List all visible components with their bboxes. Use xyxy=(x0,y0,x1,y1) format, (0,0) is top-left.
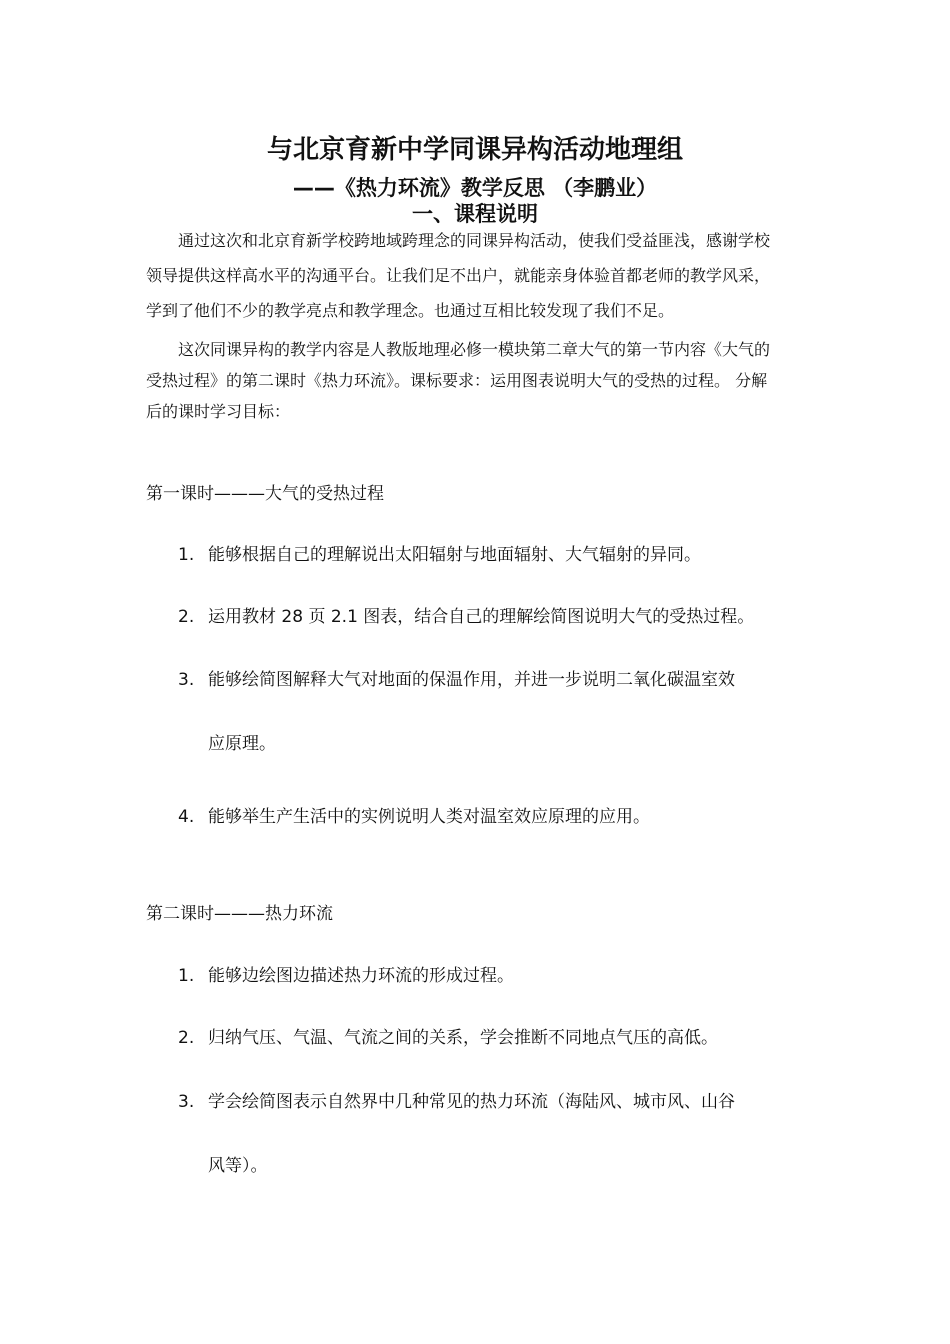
paragraph-line: 受热过程》的第二课时《热力环流》。课标要求：运用图表说明大气的受热的过程。 分解 xyxy=(146,371,768,390)
list-item-text: 能够边绘图边描述热力环流的形成过程。 xyxy=(208,966,514,986)
lesson2-heading: 第二课时———热力环流 xyxy=(146,904,333,924)
list-item-text: 能够举生产生活中的实例说明人类对温室效应原理的应用。 xyxy=(208,807,650,827)
paragraph-line: 这次同课异构的教学内容是人教版地理必修一模块第二章大气的第一节内容《大气的 xyxy=(178,340,771,359)
list-item-text: 能够根据自己的理解说出太阳辐射与地面辐射、大气辐射的异同。 xyxy=(208,545,701,565)
paragraph-line: 通过这次和北京育新学校跨地域跨理念的同课异构活动，使我们受益匪浅，感谢学校 xyxy=(178,231,771,250)
list-item-text-continued: 应原理。 xyxy=(208,734,276,754)
list-number: 2. xyxy=(178,607,195,627)
paragraph-line: 后的课时学习目标： xyxy=(146,402,291,421)
list-number: 4. xyxy=(178,807,195,827)
lesson1-heading: 第一课时———大气的受热过程 xyxy=(146,484,384,504)
section-heading: 一、课程说明 xyxy=(412,202,538,226)
list-item-text: 归纳气压、气温、气流之间的关系，学会推断不同地点气压的高低。 xyxy=(208,1028,718,1048)
paragraph-line: 学到了他们不少的教学亮点和教学理念。也通过互相比较发现了我们不足。 xyxy=(146,301,675,320)
list-number: 1. xyxy=(178,966,195,986)
paragraph-line: 领导提供这样高水平的沟通平台。让我们足不出户，就能亲身体验首都老师的教学风采， xyxy=(146,266,771,285)
list-number: 2. xyxy=(178,1028,195,1048)
list-item-text: 学会绘简图表示自然界中几种常见的热力环流（海陆风、城市风、山谷 xyxy=(208,1092,735,1112)
list-item-text: 能够绘简图解释大气对地面的保温作用，并进一步说明二氧化碳温室效 xyxy=(208,670,735,690)
document-title: 与北京育新中学同课异构活动地理组 xyxy=(266,135,683,165)
list-number: 3. xyxy=(178,1092,195,1112)
list-item-text: 运用教材 28 页 2.1 图表，结合自己的理解绘简图说明大气的受热过程。 xyxy=(208,607,755,627)
list-item-text-continued: 风等）。 xyxy=(208,1156,268,1176)
content-paragraph xyxy=(146,334,810,427)
document-subtitle: ——《热力环流》教学反思 （李鹏业） xyxy=(292,176,658,200)
list-number: 1. xyxy=(178,545,195,565)
intro-paragraph xyxy=(146,223,810,328)
list-number: 3. xyxy=(178,670,195,690)
